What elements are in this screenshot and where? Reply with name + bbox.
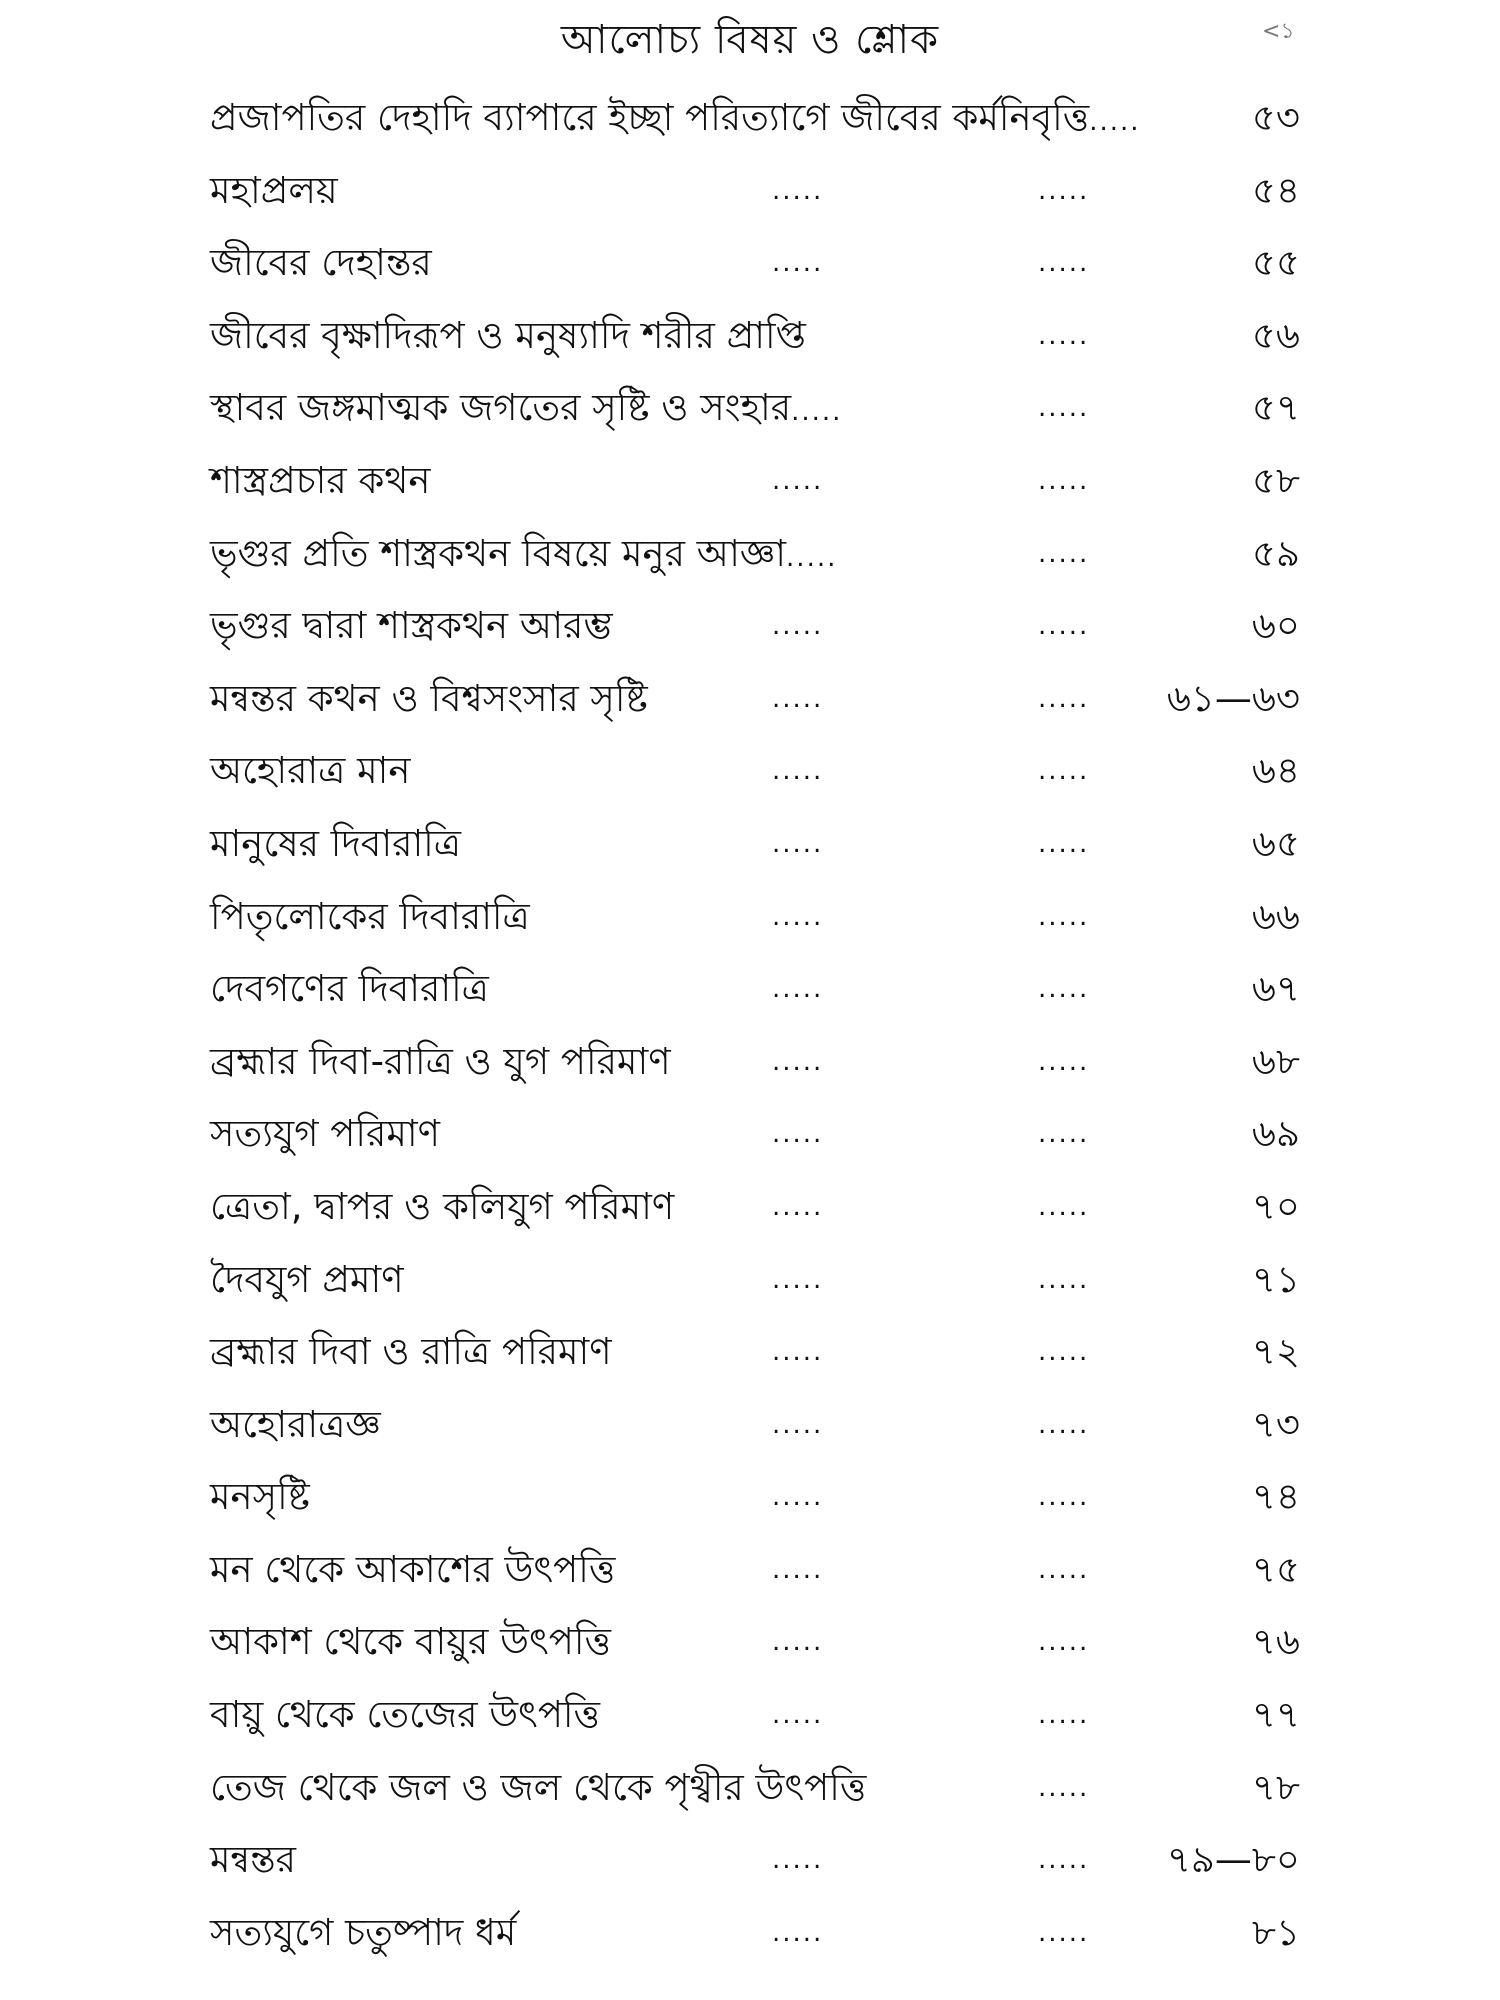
toc-entry-title	[210, 808, 461, 881]
leader-dots: .....	[772, 1337, 824, 1368]
toc-entry	[210, 445, 1300, 518]
toc-entry-title	[210, 590, 613, 663]
toc-entry-trailing-dots: .....	[786, 542, 838, 573]
toc-entry-shloka-number: ৭৮	[1251, 1765, 1300, 1809]
leader-dots: .....	[1038, 1337, 1090, 1368]
toc-entry-shloka-number: ৭৭	[1251, 1693, 1300, 1737]
toc-entry	[210, 1171, 1300, 1244]
leader-dots: .....	[1038, 465, 1090, 496]
toc-entry-title	[210, 1824, 296, 1897]
toc-entry	[210, 1244, 1300, 1317]
toc-entry	[210, 1316, 1300, 1389]
toc-entry-shloka-number: ৫৯	[1251, 531, 1300, 575]
toc-entry-shloka-number: ৭৬	[1251, 1620, 1300, 1664]
toc-entry-title-text: বায়ু থেকে তেজের উৎপত্তি	[210, 1693, 600, 1737]
toc-entry-title	[210, 300, 806, 373]
toc-entry-title-text: ব্রহ্মার দিবা-রাত্রি ও যুগ পরিমাণ	[210, 1039, 671, 1083]
leader-dots: .....	[1038, 1264, 1090, 1295]
toc-entry-title	[210, 1534, 615, 1607]
toc-entry-title	[210, 1897, 516, 1970]
leader-dots: .....	[1038, 611, 1090, 642]
leader-dots: .....	[1038, 756, 1090, 787]
leader-dots: .....	[772, 1845, 824, 1876]
leader-dots: .....	[1038, 320, 1090, 351]
toc-entry-title-text: তেজ থেকে জল ও জল থেকে পৃথ্বীর উৎপত্তি	[210, 1765, 867, 1809]
toc-entry-title-text: সত্যযুগে চতুষ্পাদ ধর্ম	[210, 1910, 517, 1954]
toc-entry	[210, 590, 1300, 663]
toc-entry	[210, 82, 1300, 155]
toc-entry	[210, 1752, 1300, 1825]
toc-entry-title-text: ভৃগুর দ্বারা শাস্ত্রকথন আরম্ভ	[210, 604, 613, 648]
toc-entry-title-text: জীবের দেহান্তর	[210, 241, 432, 285]
toc-entry-shloka-number: ৬৬	[1251, 894, 1300, 938]
toc-entry	[210, 808, 1300, 881]
toc-entry-title	[210, 1389, 381, 1462]
toc-entry-shloka-number: ৫৫	[1251, 241, 1300, 285]
toc-entry	[210, 372, 1300, 445]
toc-entry	[210, 227, 1300, 300]
toc-entry-shloka-number: ৬০	[1251, 604, 1300, 648]
toc-entry	[210, 1679, 1300, 1752]
toc-entry-shloka-number: ৭৫	[1251, 1547, 1300, 1591]
toc-entry	[210, 1824, 1300, 1897]
toc-entry	[210, 881, 1300, 954]
toc-entry-title-text: আকাশ থেকে বায়ুর উৎপত্তি	[210, 1620, 611, 1664]
toc-entry-shloka-number: ৫৪	[1251, 168, 1300, 212]
leader-dots: .....	[772, 828, 824, 859]
toc-entry-shloka-number: ৭১	[1251, 1257, 1300, 1301]
leader-dots: .....	[1038, 1772, 1090, 1803]
leader-dots: .....	[1038, 1046, 1090, 1077]
toc-entry-shloka-number: ৬১—৬৩	[1166, 676, 1300, 720]
toc-entry-title	[210, 1098, 440, 1171]
toc-entry-title-text: মহাপ্রলয়	[210, 168, 338, 212]
leader-dots: .....	[1038, 175, 1090, 206]
toc-entry-shloka-number: ৭০	[1251, 1184, 1300, 1228]
leader-dots: .....	[772, 901, 824, 932]
toc-entry	[210, 1606, 1300, 1679]
leader-dots: .....	[772, 611, 824, 642]
leader-dots: .....	[772, 683, 824, 714]
toc-entry-trailing-dots: .....	[1089, 107, 1141, 137]
toc-entry-title-text: পিতৃলোকের দিবারাত্রি	[210, 894, 530, 938]
toc-entry-shloka-number: ৭২	[1251, 1330, 1300, 1374]
toc-entry	[210, 663, 1300, 736]
page-header: আলোচ্য বিষয় ও শ্লোক	[560, 17, 940, 63]
leader-dots: .....	[1038, 1700, 1090, 1731]
toc-entry-shloka-number: ৭৪	[1251, 1475, 1300, 1519]
toc-entry-title-text: সত্যযুগ পরিমাণ	[210, 1112, 440, 1156]
toc-entry	[210, 1389, 1300, 1462]
toc-entry-title	[210, 953, 489, 1026]
toc-entry-shloka-number: ৫৩	[1251, 96, 1300, 139]
leader-dots: .....	[1038, 1409, 1090, 1440]
leader-dots: .....	[1038, 1627, 1090, 1658]
leader-dots: .....	[1038, 683, 1090, 714]
leader-dots: .....	[1038, 248, 1090, 279]
toc-entry-title	[210, 445, 430, 518]
toc-entry-title-text: ত্রেতা, দ্বাপর ও কলিযুগ পরিমাণ	[210, 1184, 675, 1228]
toc-entry-shloka-number: ৬৫	[1251, 821, 1300, 865]
leader-dots: .....	[772, 1264, 824, 1295]
toc-entry	[210, 155, 1300, 228]
toc-entry-title	[210, 1606, 611, 1679]
leader-dots: .....	[1038, 538, 1090, 569]
leader-dots: .....	[1038, 901, 1090, 932]
leader-dots: .....	[772, 1191, 824, 1222]
toc-entry-title-text: অহোরাত্রজ্ঞ	[210, 1402, 381, 1446]
toc-entry-trailing-dots: .....	[791, 397, 843, 428]
toc-entry-title-text: অহোরাত্র মান	[210, 749, 411, 793]
leader-dots: .....	[1038, 974, 1090, 1005]
toc-entry-title	[210, 1171, 674, 1244]
toc-entry-shloka-number: ৫৬	[1251, 313, 1300, 357]
toc-entry	[210, 1098, 1300, 1171]
toc-entry	[210, 1534, 1300, 1607]
toc-entry-title-text: দৈবযুগ প্রমাণ	[210, 1257, 404, 1301]
toc-entry-shloka-number: ৭৩	[1251, 1402, 1300, 1446]
toc-entry-title-text: মানুষের দিবারাত্রি	[210, 821, 461, 865]
toc-entry-title	[210, 1244, 404, 1317]
leader-dots: .....	[772, 1554, 824, 1585]
leader-dots: .....	[772, 175, 824, 206]
leader-dots: .....	[772, 465, 824, 496]
toc-entry	[210, 953, 1300, 1026]
toc-entry-title-text: শাস্ত্রপ্রচার কথন	[210, 458, 431, 502]
page-corner-mark: <১	[1262, 19, 1295, 44]
toc-entry-title-text: মন্বন্তর	[210, 1838, 297, 1882]
leader-dots: .....	[772, 1119, 824, 1150]
leader-dots: .....	[772, 1482, 824, 1513]
table-of-contents	[210, 82, 1300, 1969]
leader-dots: .....	[1038, 1917, 1090, 1948]
toc-entry-title-text: প্রজাপতির দেহাদি ব্যাপারে ইচ্ছা পরিত্যাগে জীবের কর্মনিবৃত্তি	[210, 96, 1090, 139]
leader-dots: .....	[772, 1409, 824, 1440]
toc-entry-title-text: জীবের বৃক্ষাদিরূপ ও মনুষ্যাদি শরীর প্রাপ্তি	[210, 313, 806, 357]
leader-dots: .....	[772, 1917, 824, 1948]
toc-entry	[210, 1461, 1300, 1534]
leader-dots: .....	[772, 1627, 824, 1658]
toc-entry-title	[210, 1461, 310, 1534]
toc-entry-title-text: ব্রহ্মার দিবা ও রাত্রি পরিমাণ	[210, 1330, 612, 1374]
leader-dots: .....	[1038, 1482, 1090, 1513]
toc-entry-shloka-number: ৬৯	[1251, 1112, 1300, 1156]
toc-entry	[210, 735, 1300, 808]
toc-entry	[210, 1026, 1300, 1099]
leader-dots: .....	[1038, 1554, 1090, 1585]
toc-entry-shloka-number: ৬৪	[1251, 749, 1300, 793]
toc-entry-title	[210, 82, 1141, 159]
toc-entry-title	[210, 372, 842, 449]
toc-entry	[210, 518, 1300, 591]
toc-entry-title	[210, 227, 432, 300]
toc-entry-title	[210, 1752, 866, 1825]
toc-entry	[210, 1897, 1300, 1970]
leader-dots: .....	[772, 1700, 824, 1731]
toc-entry-title	[210, 663, 648, 736]
toc-entry-shloka-number: ৬৭	[1251, 967, 1300, 1011]
toc-entry-title	[210, 881, 530, 954]
toc-entry-title-text: মনসৃষ্টি	[210, 1475, 310, 1519]
toc-entry-shloka-number: ৬৮	[1251, 1039, 1300, 1083]
toc-entry-title	[210, 735, 410, 808]
toc-entry-title	[210, 1026, 671, 1099]
toc-entry-title	[210, 1316, 612, 1389]
leader-dots: .....	[772, 756, 824, 787]
leader-dots: .....	[1038, 1191, 1090, 1222]
toc-entry-title-text: মন্বন্তর কথন ও বিশ্বসংসার সৃষ্টি	[210, 676, 648, 720]
toc-entry-shloka-number: ৭৯—৮০	[1166, 1838, 1300, 1882]
leader-dots: .....	[772, 248, 824, 279]
toc-entry-title-text: দেবগণের দিবারাত্রি	[210, 967, 489, 1011]
leader-dots: .....	[772, 974, 824, 1005]
leader-dots: .....	[1038, 828, 1090, 859]
toc-entry-title	[210, 155, 338, 228]
toc-entry-title-text: ভৃগুর প্রতি শাস্ত্রকথন বিষয়ে মনুর আজ্ঞা	[210, 531, 787, 575]
toc-entry-title	[210, 1679, 600, 1752]
leader-dots: .....	[1038, 393, 1090, 424]
toc-entry-title	[210, 518, 837, 595]
toc-entry-shloka-number: ৫৮	[1251, 458, 1300, 502]
leader-dots: .....	[1038, 1119, 1090, 1150]
toc-entry-title-text: মন থেকে আকাশের উৎপত্তি	[210, 1547, 616, 1591]
toc-entry-shloka-number: ৫৭	[1251, 386, 1300, 430]
toc-entry-shloka-number: ৮১	[1251, 1910, 1300, 1954]
toc-entry	[210, 300, 1300, 373]
toc-entry-title-text: স্থাবর জঙ্গমাত্মক জগতের সৃষ্টি ও সংহার	[210, 386, 792, 430]
leader-dots: .....	[1038, 1845, 1090, 1876]
leader-dots: .....	[772, 1046, 824, 1077]
